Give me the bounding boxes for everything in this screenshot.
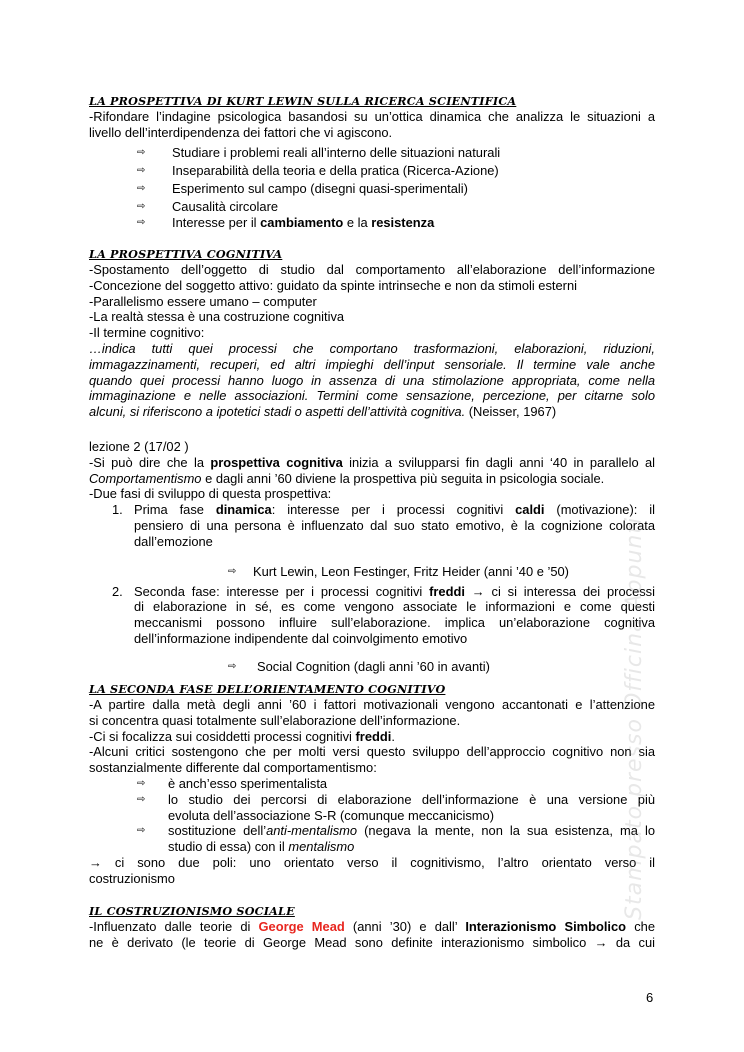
paragraph-line: sostanzialmente differente dal comportamentismo: bbox=[89, 760, 377, 776]
list-item bbox=[137, 775, 655, 792]
bold-term: resistenza bbox=[371, 214, 435, 230]
lesson-block bbox=[89, 439, 655, 675]
numbered-item bbox=[89, 584, 655, 647]
section-second-phase bbox=[89, 681, 655, 887]
paragraph-line: -A partire dalla metà degli anni ’60 i fattori motivazionali vengono accantonati e l’attenzione bbox=[89, 697, 655, 712]
list-item-text: Esperimento sul campo (disegni quasi-sperimentali) bbox=[172, 180, 468, 196]
bullet-list bbox=[89, 776, 655, 855]
item-line: pensiero di una persona è influenzato dal suo stato emotivo, è la cognizione colorata bbox=[134, 517, 655, 533]
item-line: meccanismi possono influire sull’elaborazione. implica un’elaborazione cognitiva bbox=[134, 615, 655, 631]
paragraph-line: ne è derivato (le teorie di George Mead sono definite interazionismo simbolico → da cui bbox=[89, 934, 655, 950]
paragraph-line: -La realtà stessa è una costruzione cognitiva bbox=[89, 309, 345, 325]
watermark: Stampato presso Officina Appunti bbox=[622, 516, 647, 920]
white-right-arrow-icon: ⇨ bbox=[137, 825, 146, 837]
list-item bbox=[137, 144, 655, 163]
paragraph-line: costruzionismo bbox=[89, 870, 175, 886]
section-cognitive bbox=[89, 246, 655, 420]
list-item-text: studio di essa) con il mentalismo bbox=[168, 839, 355, 855]
white-right-arrow-icon: ⇨ bbox=[137, 777, 146, 789]
paragraph-line: -Parallelismo essere umano – computer bbox=[89, 293, 317, 309]
white-right-arrow-icon: ⇨ bbox=[137, 182, 146, 194]
white-right-arrow-icon: ⇨ bbox=[228, 565, 237, 577]
white-right-arrow-icon: ⇨ bbox=[137, 216, 146, 228]
quote-line: …indica tutti quei processi che comportano trasformazioni, elaborazioni, riduzioni, bbox=[89, 340, 655, 356]
item-number: 1. bbox=[112, 502, 123, 518]
list-item bbox=[137, 823, 655, 855]
list-item bbox=[137, 162, 655, 181]
white-right-arrow-icon: ⇨ bbox=[137, 146, 146, 158]
list-item bbox=[137, 214, 655, 231]
paragraph-line: Comportamentismo e dagli anni ’60 diviene la prospettiva più seguita in psicologia sociale. bbox=[89, 470, 605, 486]
highlighted-name: George Mead bbox=[258, 919, 345, 934]
paragraph-line: -Alcuni critici sostengono che per molti versi questo sviluppo dell’approccio cognitivo non sia bbox=[89, 744, 655, 760]
paragraph-line: -Spostamento dell’oggetto di studio dal comportamento all’elaborazione dell’informazione bbox=[89, 262, 655, 277]
section-heading: LA PROSPETTIVA COGNITIVA bbox=[89, 247, 283, 261]
list-item-text: evoluta dell’associazione S-R (comunque meccanicismo) bbox=[168, 807, 494, 823]
paragraph-line: -Il termine cognitivo: bbox=[89, 325, 205, 341]
list-item-text: sostituzione dell’anti-mentalismo (negava la mente, non la sua esistenza, ma lo bbox=[168, 823, 655, 839]
list-item-text: è anch’esso sperimentalista bbox=[168, 775, 328, 791]
paragraph-line: -Si può dire che la prospettiva cognitiva inizia a svilupparsi fin dagli anni ‘40 in parallelo al bbox=[89, 454, 656, 470]
section-heading: LA SECONDA FASE DELL’ORIENTAMENTO COGNITIVO bbox=[89, 682, 446, 696]
list-item-text: e la bbox=[343, 214, 372, 230]
white-right-arrow-icon: ⇨ bbox=[137, 793, 146, 805]
item-line: Prima fase dinamica: interesse per i processi cognitivi caldi (motivazione): il bbox=[134, 502, 655, 518]
paragraph-line: si concentra quasi totalmente sull’elaborazione dell’informazione. bbox=[89, 712, 461, 728]
section-heading: IL COSTRUZIONISMO SOCIALE bbox=[89, 904, 295, 918]
paragraph-line: → ci sono due poli: uno orientato verso il cognitivismo, l’altro orientato verso il bbox=[89, 854, 655, 870]
list-item-text: Inseparabilità della teoria e della pratica (Ricerca-Azione) bbox=[172, 162, 499, 178]
sub-bullet-text: Social Cognition (dagli anni ’60 in avanti) bbox=[257, 658, 490, 674]
numbered-item bbox=[89, 502, 655, 549]
paragraph-line: -Rifondare l’indagine psicologica basandosi su un’ottica dinamica che analizza le situazioni a bbox=[89, 109, 655, 124]
citation: (Neisser, 1967) bbox=[465, 404, 557, 420]
item-line: di elaborazione in sé, es come vengono associate le informazioni e come questi bbox=[134, 599, 655, 615]
paragraph-line: -Due fasi di sviluppo di questa prospettiva: bbox=[89, 486, 332, 502]
page-number: 6 bbox=[646, 990, 654, 1005]
bullet-list bbox=[89, 145, 655, 231]
list-item bbox=[137, 198, 655, 215]
paragraph-line: livello dell’interdipendenza dei fattori che vi agiscono. bbox=[89, 124, 393, 140]
quote-text: alcuni, si riferiscono a ipotetici stadi o aspetti dell’attività cognitiva. bbox=[89, 404, 466, 420]
quote-line: immaginazione e nelle associazioni. Termini come sensazione, percezione, per citarne solo bbox=[89, 388, 655, 404]
white-right-arrow-icon: ⇨ bbox=[137, 164, 146, 176]
section-constructionism bbox=[89, 903, 655, 951]
white-right-arrow-icon: ⇨ bbox=[137, 200, 146, 212]
white-right-arrow-icon: ⇨ bbox=[228, 660, 237, 672]
paragraph-line: -Influenzato dalle teorie di George Mead (anni ’30) e dall’ Interazionismo Simbolico che bbox=[89, 919, 656, 934]
item-line: Seconda fase: interesse per i processi cognitivi freddi → ci si interessa dei processi bbox=[134, 583, 655, 599]
section-heading: LA PROSPETTIVA DI KURT LEWIN SULLA RICERCA SCIENTIFICA bbox=[89, 94, 517, 108]
quote-line: quando quei processi hanno luogo in assenza di una stimolazione appropriata, come nella bbox=[89, 372, 655, 388]
item-line: dall’emozione bbox=[134, 533, 213, 549]
paragraph-line: -Concezione del soggetto attivo: guidato da spinte intrinseche e non da stimoli esterni bbox=[89, 277, 577, 293]
list-item-text: lo studio dei percorsi di elaborazione dell’informazione è una versione più bbox=[168, 791, 655, 807]
sub-bullet bbox=[89, 659, 655, 675]
lesson-label: lezione 2 (17/02 ) bbox=[89, 439, 189, 454]
item-number: 2. bbox=[112, 583, 123, 599]
list-item bbox=[137, 180, 655, 199]
quote-line bbox=[89, 404, 655, 420]
list-item-text: Studiare i problemi reali all’interno delle situazioni naturali bbox=[172, 144, 501, 160]
sub-bullet bbox=[89, 564, 655, 584]
quote-line: immagazzinamenti, recuperi, ed altri impieghi dell’input sensoriale. Il termine vale anche bbox=[89, 356, 655, 372]
list-item-text: Causalità circolare bbox=[172, 198, 279, 214]
list-item-text: Interesse per il bbox=[172, 214, 261, 230]
list-item bbox=[137, 791, 655, 824]
sub-bullet-text: Kurt Lewin, Leon Festinger, Fritz Heider (anni ’40 e ’50) bbox=[253, 563, 569, 579]
item-line: dell’informazione indipendente dal coinvolgimento emotivo bbox=[134, 630, 468, 646]
section-lewin bbox=[89, 93, 655, 231]
paragraph-line: -Ci si focalizza sui cosiddetti processi cognitivi freddi. bbox=[89, 728, 395, 744]
bold-term: cambiamento bbox=[260, 214, 344, 230]
